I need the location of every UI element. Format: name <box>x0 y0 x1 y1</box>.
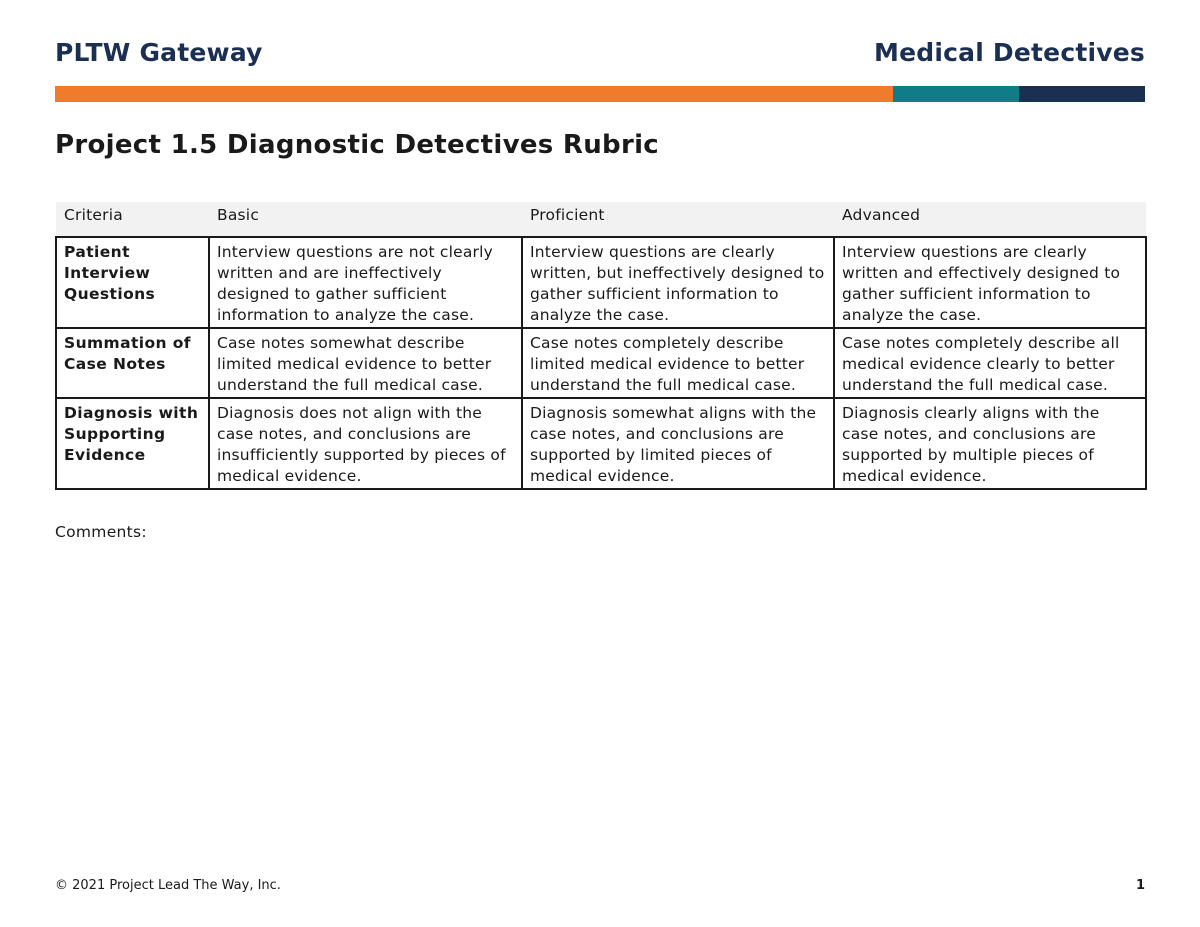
table-row <box>56 328 1146 398</box>
advanced-cell: Diagnosis clearly aligns with the case notes, and conclusions are supported by multiple pieces of medical evidence. <box>834 398 1146 489</box>
proficient-cell: Case notes completely describe limited medical evidence to better understand the full medical case. <box>522 328 834 398</box>
table-row <box>56 237 1146 328</box>
criteria-cell: Patient Interview Questions <box>56 237 209 328</box>
advanced-cell: Interview questions are clearly written and effectively designed to gather sufficient information to analyze the case. <box>834 237 1146 328</box>
color-bar-teal <box>893 86 1019 102</box>
basic-cell: Diagnosis does not align with the case notes, and conclusions are insufficiently supported by pieces of medical evidence. <box>209 398 522 489</box>
page-title: Project 1.5 Diagnostic Detectives Rubric <box>55 130 660 160</box>
header-proficient: Proficient <box>522 202 834 237</box>
header-color-bar <box>55 86 1145 102</box>
proficient-cell: Interview questions are clearly written, but ineffectively designed to gather sufficient information to analyze the case. <box>522 237 834 328</box>
comments-label: Comments: <box>55 523 147 541</box>
proficient-cell: Diagnosis somewhat aligns with the case notes, and conclusions are supported by limited pieces of medical evidence. <box>522 398 834 489</box>
header-program: PLTW Gateway <box>55 38 263 67</box>
header-criteria: Criteria <box>56 202 209 237</box>
rubric-header-row <box>56 202 1146 237</box>
rubric-table <box>55 202 1147 490</box>
table-row <box>56 398 1146 489</box>
basic-cell: Case notes somewhat describe limited medical evidence to better understand the full medical case. <box>209 328 522 398</box>
header-advanced: Advanced <box>834 202 1146 237</box>
header-course: Medical Detectives <box>874 38 1145 67</box>
header-basic: Basic <box>209 202 522 237</box>
basic-cell: Interview questions are not clearly written and are ineffectively designed to gather sufficient information to analyze the case. <box>209 237 522 328</box>
criteria-cell: Summation of Case Notes <box>56 328 209 398</box>
color-bar-orange <box>55 86 893 102</box>
color-bar-navy <box>1019 86 1145 102</box>
advanced-cell: Case notes completely describe all medical evidence clearly to better understand the full medical case. <box>834 328 1146 398</box>
footer-page-number: 1 <box>1135 878 1145 893</box>
criteria-cell: Diagnosis with Supporting Evidence <box>56 398 209 489</box>
footer-copyright: © 2021 Project Lead The Way, Inc. <box>55 878 281 893</box>
